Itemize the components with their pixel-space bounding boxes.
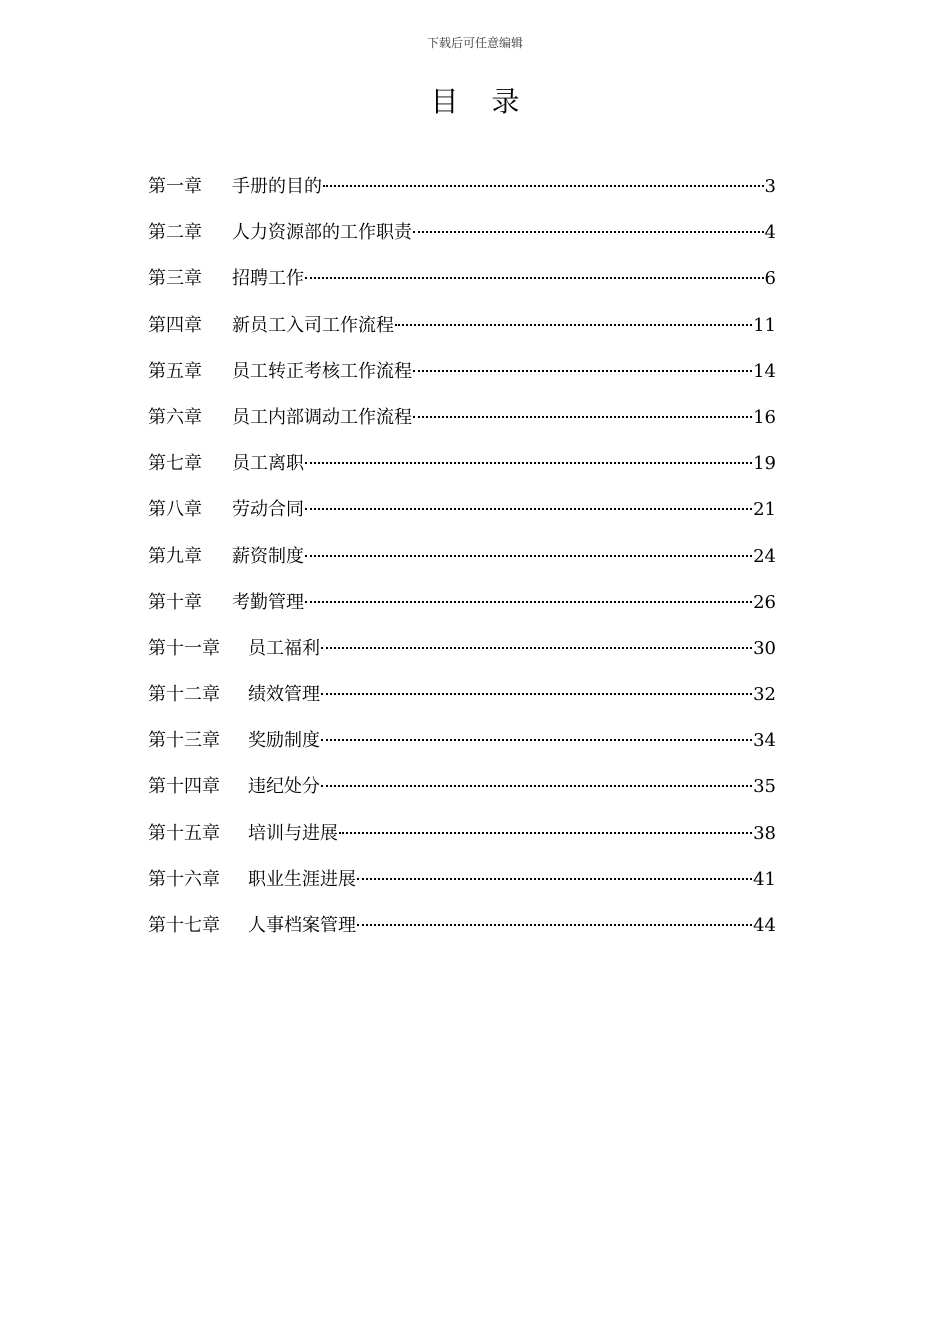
toc-entry[interactable] xyxy=(148,680,776,726)
toc-dot-leader xyxy=(305,555,752,557)
toc-chapter-title: 手册的目的 xyxy=(232,176,322,197)
toc-chapter-title: 奖励制度 xyxy=(248,730,320,752)
toc-dot-leader xyxy=(321,739,752,741)
page-title: 目 录 xyxy=(430,85,532,118)
toc-chapter-number: 第十一章 xyxy=(148,637,220,659)
toc-chapter-title: 员工内部调动工作流程 xyxy=(232,406,412,428)
toc-page-number: 44 xyxy=(753,915,776,936)
toc-chapter-title: 员工转正考核工作流程 xyxy=(232,360,412,382)
toc-entry[interactable] xyxy=(148,449,776,495)
toc-dot-leader xyxy=(339,832,752,834)
toc-page-number: 14 xyxy=(753,360,776,382)
toc-chapter-number: 第一章 xyxy=(148,176,202,197)
toc-chapter-number: 第十章 xyxy=(148,591,202,613)
toc-chapter-number: 第十四章 xyxy=(148,776,220,798)
toc-chapter-title: 薪资制度 xyxy=(232,545,304,567)
toc-page-number: 32 xyxy=(753,684,776,706)
toc-dot-leader xyxy=(305,601,752,603)
toc-entry[interactable] xyxy=(148,357,776,403)
toc-entry[interactable] xyxy=(148,172,776,218)
toc-dot-leader xyxy=(413,416,752,418)
toc-entry[interactable] xyxy=(148,264,776,310)
toc-page-number: 38 xyxy=(753,822,776,844)
toc-page-number: 3 xyxy=(764,176,776,197)
toc-page-number: 6 xyxy=(764,268,776,290)
toc-chapter-number: 第十二章 xyxy=(148,684,220,706)
toc-dot-leader xyxy=(323,185,764,187)
toc-chapter-title: 职业生涯进展 xyxy=(248,868,356,890)
toc-chapter-number: 第五章 xyxy=(148,360,202,382)
toc-chapter-title: 绩效管理 xyxy=(248,684,320,706)
toc-page-number: 19 xyxy=(753,453,776,475)
toc-chapter-title: 人力资源部的工作职责 xyxy=(232,222,412,244)
toc-page-number: 24 xyxy=(753,545,776,567)
toc-entry[interactable] xyxy=(148,865,776,911)
toc-chapter-number: 第十七章 xyxy=(148,915,220,936)
toc-entry[interactable] xyxy=(148,403,776,449)
toc-entry[interactable] xyxy=(148,911,776,957)
toc-chapter-number: 第六章 xyxy=(148,406,202,428)
toc-chapter-title: 考勤管理 xyxy=(232,591,304,613)
toc-chapter-title: 新员工入司工作流程 xyxy=(232,314,394,336)
toc-dot-leader xyxy=(305,508,752,510)
toc-page-number: 21 xyxy=(753,499,776,521)
toc-dot-leader xyxy=(357,878,752,880)
toc-page-number: 30 xyxy=(753,637,776,659)
toc-chapter-title: 员工福利 xyxy=(248,637,320,659)
toc-chapter-title: 招聘工作 xyxy=(232,268,304,290)
toc-dot-leader xyxy=(321,693,752,695)
toc-entry[interactable] xyxy=(148,542,776,588)
toc-chapter-number: 第四章 xyxy=(148,314,202,336)
toc-entry[interactable] xyxy=(148,634,776,680)
toc-page-number: 4 xyxy=(764,222,776,244)
toc-dot-leader xyxy=(321,785,752,787)
toc-page-number: 34 xyxy=(753,730,776,752)
toc-dot-leader xyxy=(413,231,764,233)
toc-chapter-number: 第十五章 xyxy=(148,822,220,844)
toc-chapter-title: 培训与进展 xyxy=(248,822,338,844)
toc-page-number: 11 xyxy=(753,314,776,336)
toc-entry[interactable] xyxy=(148,772,776,818)
toc-entry[interactable] xyxy=(148,311,776,357)
toc-page-number: 41 xyxy=(753,868,776,890)
toc-chapter-title: 员工离职 xyxy=(232,453,304,475)
toc-entry[interactable] xyxy=(148,495,776,541)
toc-entry[interactable] xyxy=(148,819,776,865)
page-header-note: 下载后可任意编辑 xyxy=(426,36,523,50)
table-of-contents xyxy=(148,172,776,957)
toc-dot-leader xyxy=(305,462,752,464)
toc-chapter-number: 第二章 xyxy=(148,222,202,244)
toc-chapter-number: 第十三章 xyxy=(148,730,220,752)
toc-page-number: 26 xyxy=(753,591,776,613)
toc-dot-leader xyxy=(321,647,752,649)
toc-chapter-number: 第九章 xyxy=(148,545,202,567)
toc-dot-leader xyxy=(305,277,764,279)
toc-chapter-title: 人事档案管理 xyxy=(248,915,356,936)
toc-page-number: 16 xyxy=(753,406,776,428)
toc-entry[interactable] xyxy=(148,588,776,634)
toc-dot-leader xyxy=(395,324,752,326)
toc-dot-leader xyxy=(413,370,752,372)
toc-entry[interactable] xyxy=(148,726,776,772)
toc-page-number: 35 xyxy=(753,776,776,798)
toc-chapter-title: 劳动合同 xyxy=(232,499,304,521)
toc-dot-leader xyxy=(357,924,752,926)
toc-chapter-number: 第十六章 xyxy=(148,868,220,890)
toc-chapter-number: 第八章 xyxy=(148,499,202,521)
toc-chapter-title: 违纪处分 xyxy=(248,776,320,798)
toc-chapter-number: 第七章 xyxy=(148,453,202,475)
toc-entry[interactable] xyxy=(148,218,776,264)
toc-chapter-number: 第三章 xyxy=(148,268,202,290)
